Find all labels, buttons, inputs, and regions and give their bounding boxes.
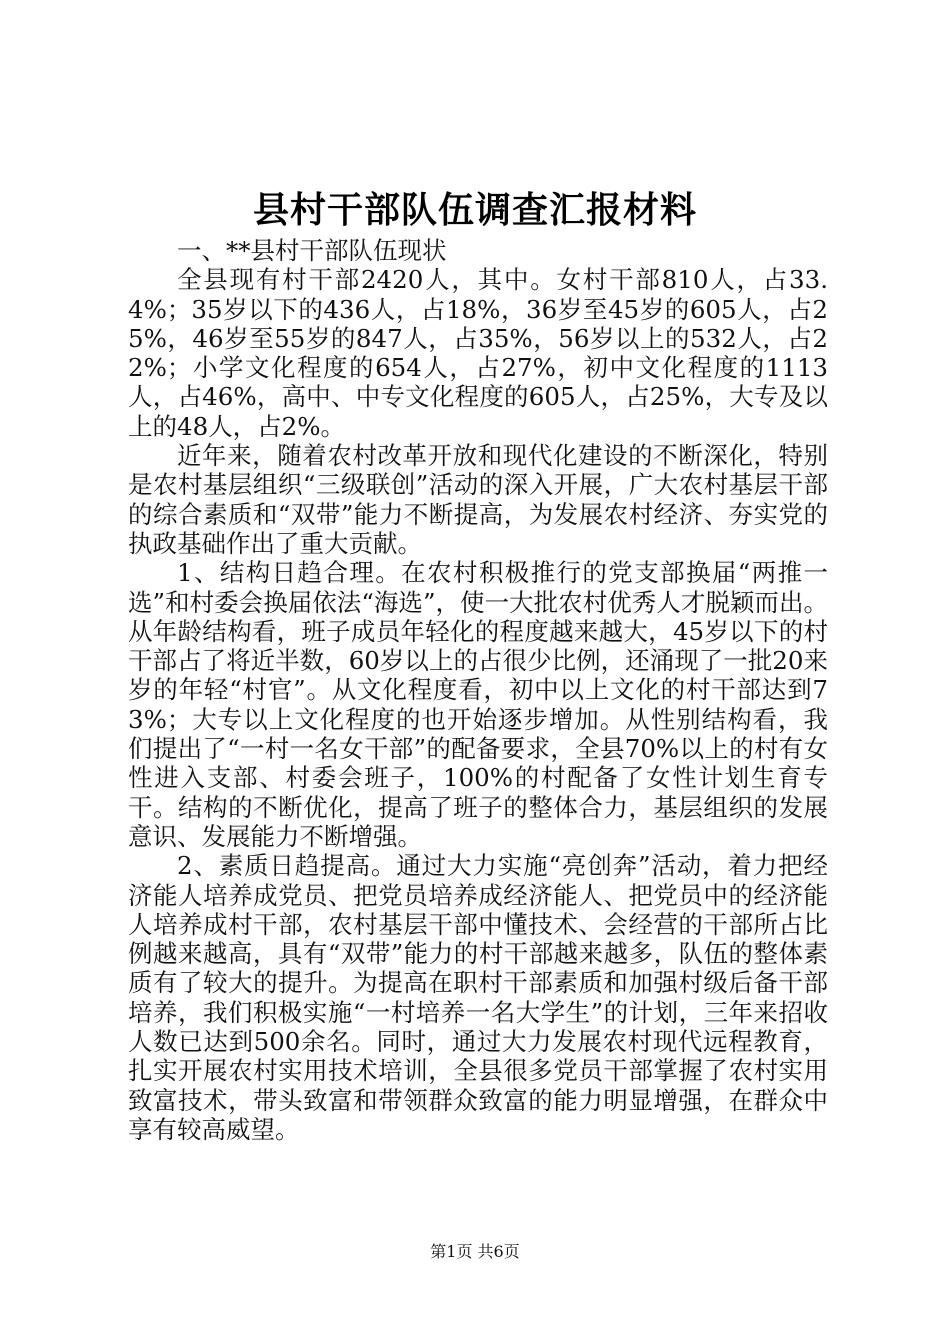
paragraph-structure: 1、结构日趋合理。在农村积极推行的党支部换届“两推一选”和村委会换届依法“海选”，使一大批农村优秀人才脱颖而出。从年龄结构看，班子成员年轻化的程度越来越大，45岁以下的村干部占了将近半数，60岁以上的占很少比例，还涌现了一批20来岁的年轻“村官”。从文化程度看，初中以上文化的村干部达到73%；大专以上文化程度的也开始逐步增加。从性别结构看，我们提出了“一村一名女干部”的配备要求，全县70%以上的村有女性进入支部、村委会班子，100%的村配备了女性计划生育专干。结构的不断优化，提高了班子的整体合力，基层组织的发展意识、发展能力不断增强。 [128,558,828,851]
document-body [128,236,828,1144]
paragraph-quality: 2、素质日趋提高。通过大力实施“亮创奔”活动，着力把经济能人培养成党员、把党员培养成经济能人、把党员中的经济能人培养成村干部，农村基层干部中懂技术、会经营的干部所占比例越来越高，具有“双带”能力的村干部越来越多，队伍的整体素质有了较大的提升。为提高在职村干部素质和加强村级后备干部培养，我们积极实施“一村培养一名大学生”的计划，三年来招收人数已达到500余名。同时，通过大力发展农村现代远程教育，扎实开展农村实用技术培训，全县很多党员干部掌握了农村实用致富技术，带头致富和带领群众致富的能力明显增强，在群众中享有较高威望。 [128,851,828,1144]
paragraph-statistics: 全县现有村干部2420人，其中。女村干部810人，占33.4%；35岁以下的436人，占18%，36岁至45岁的605人，占25%，46岁至55岁的847人，占35%，56岁以上的532人，占22%；小学文化程度的654人，占27%，初中文化程度的1113人，占46%，高中、中专文化程度的605人，占25%，大专及以上的48人，占2%。 [128,265,828,441]
page-number-footer: 第1页 共6页 [430,1242,520,1261]
paragraph-overview: 近年来，随着农村改革开放和现代化建设的不断深化，特别是农村基层组织“三级联创”活动的深入开展，广大农村基层干部的综合素质和“双带”能力不断提高，为发展农村经济、夯实党的执政基础作出了重大贡献。 [128,441,828,558]
section-heading: 一、**县村干部队伍现状 [177,236,447,265]
document-title: 县村干部队伍调查汇报材料 [252,189,697,231]
